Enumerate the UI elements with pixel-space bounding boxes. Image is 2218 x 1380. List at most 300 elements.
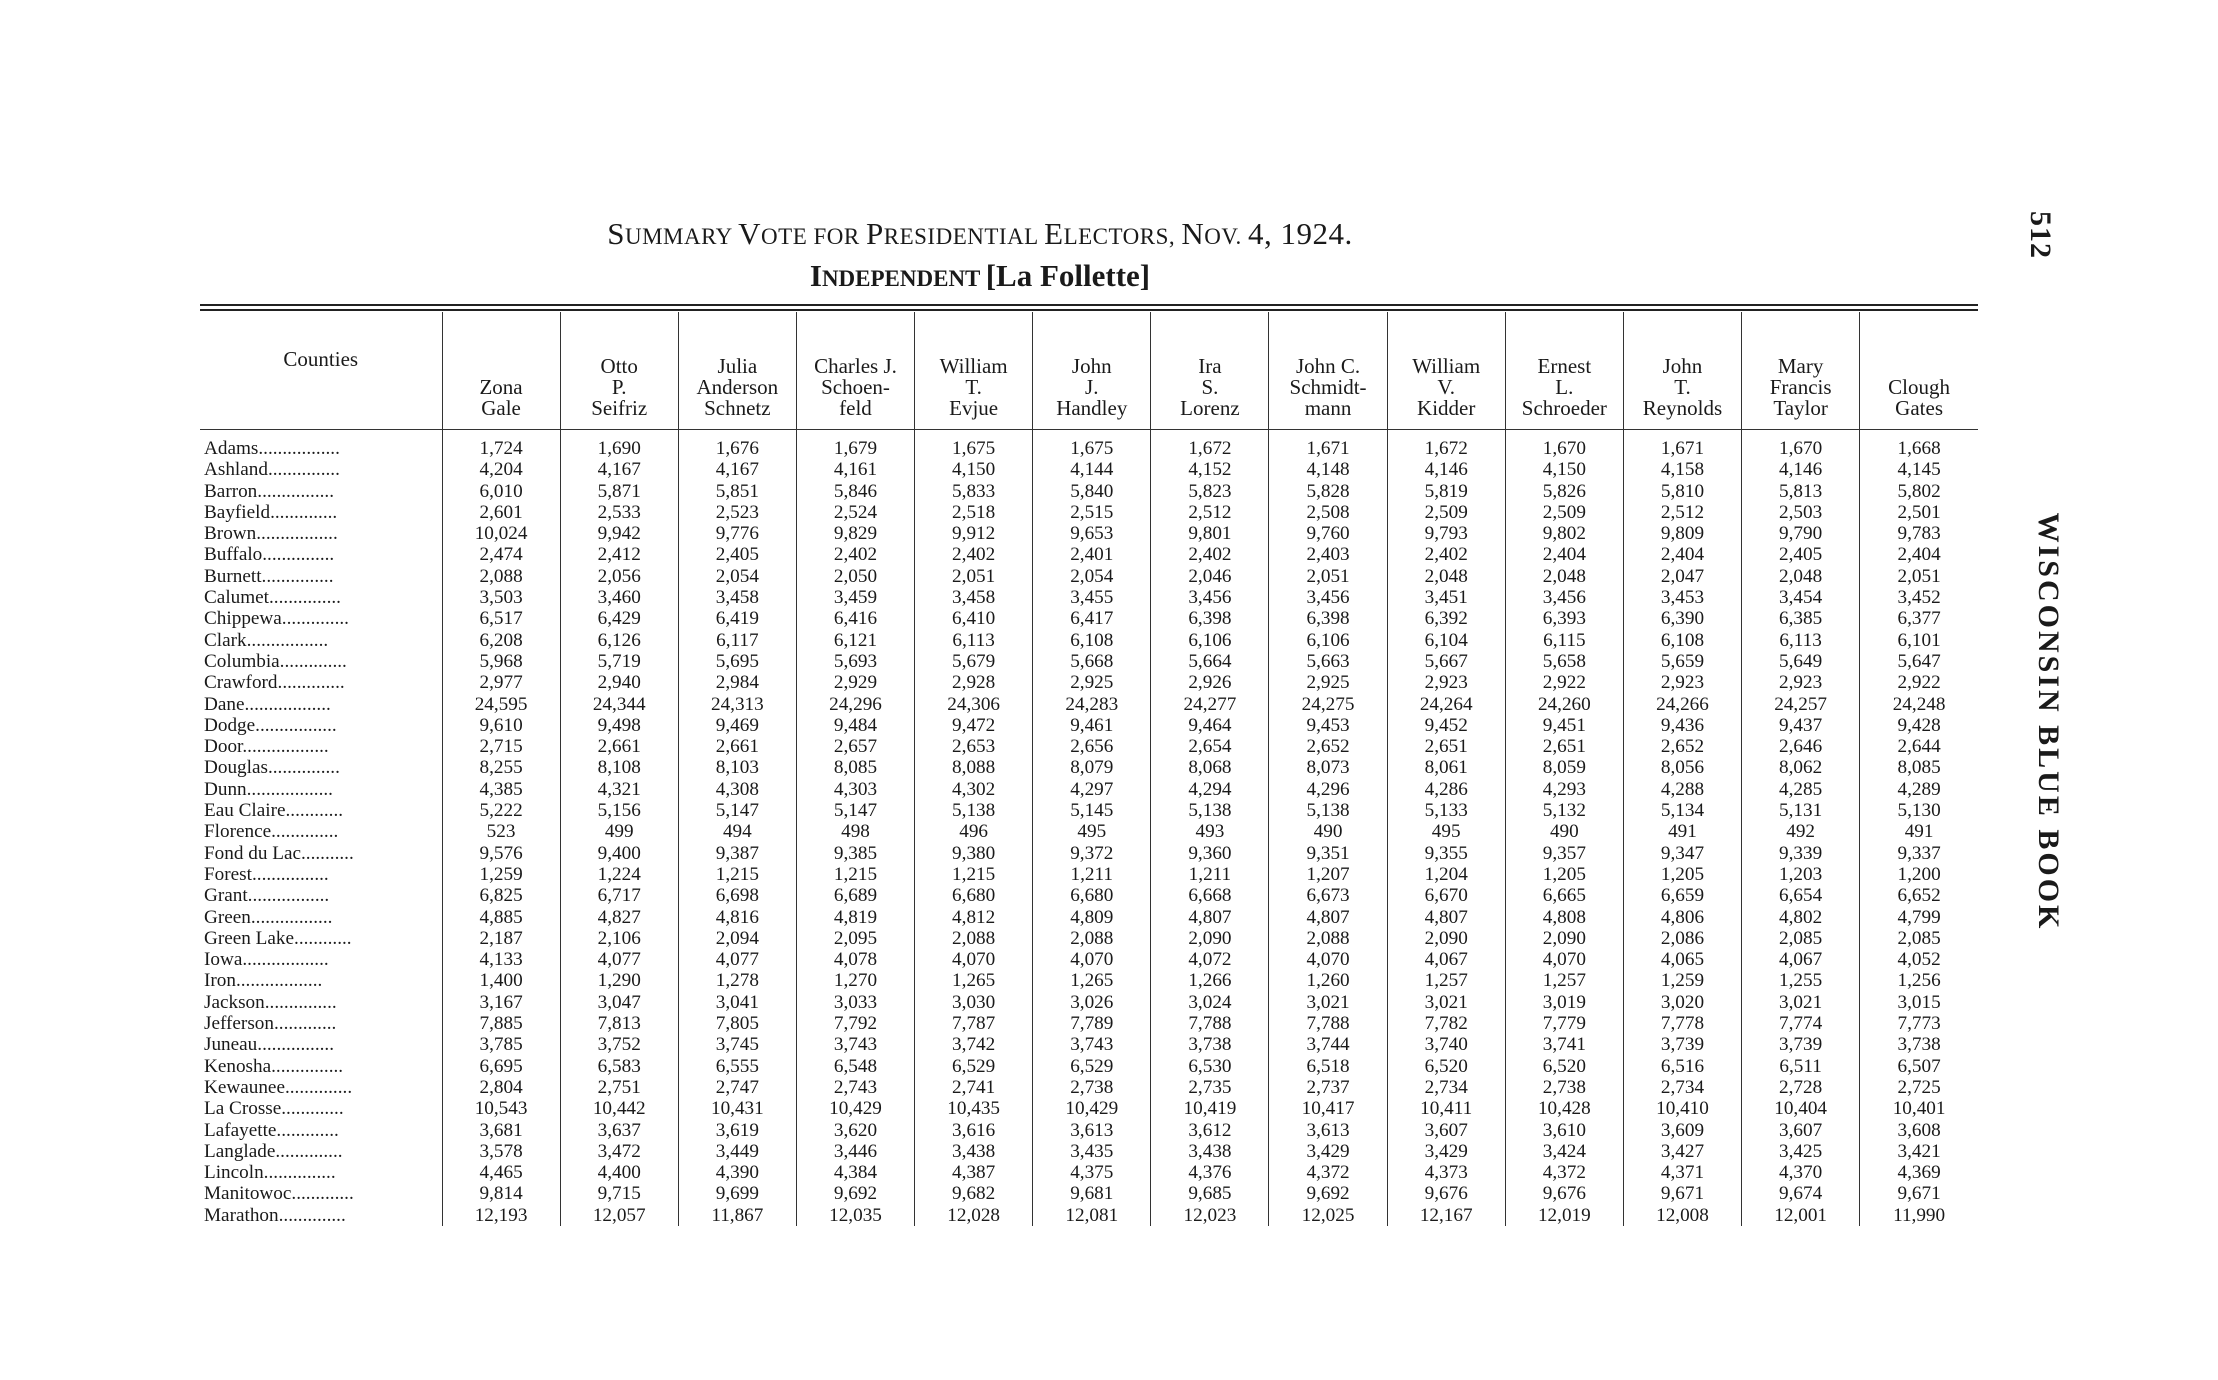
vote-cell: 2,106 [560, 928, 678, 949]
vote-cell: 498 [796, 821, 914, 842]
vote-cell: 2,653 [915, 736, 1033, 757]
vote-cell: 6,115 [1505, 630, 1623, 651]
candidate-name-line: feld [839, 396, 872, 420]
county-name: Barron................ [204, 480, 335, 502]
vote-cell: 6,652 [1860, 885, 1978, 906]
vote-cell: 1,256 [1860, 970, 1978, 991]
vote-cell: 2,054 [1033, 566, 1151, 587]
county-name: Juneau................ [204, 1034, 335, 1056]
vote-cell: 10,429 [796, 1098, 914, 1119]
vote-cell: 5,833 [915, 481, 1033, 502]
vote-cell: 6,377 [1860, 608, 1978, 629]
vote-cell: 3,785 [442, 1034, 560, 1055]
vote-cell: 499 [560, 821, 678, 842]
vote-cell: 9,453 [1269, 715, 1387, 736]
vote-cell: 1,724 [442, 430, 560, 460]
vote-cell: 1,676 [678, 430, 796, 460]
vote-cell: 9,783 [1860, 523, 1978, 544]
vote-cell: 9,436 [1623, 715, 1741, 736]
vote-cell: 1,205 [1623, 864, 1741, 885]
vote-cell: 2,187 [442, 928, 560, 949]
vote-cell: 2,402 [796, 544, 914, 565]
vote-cell: 2,747 [678, 1077, 796, 1098]
vote-cell: 9,685 [1151, 1183, 1269, 1204]
table-row [200, 992, 1978, 1013]
vote-cell: 5,851 [678, 481, 796, 502]
candidate-name-line: Schnetz [704, 396, 771, 420]
vote-cell: 2,651 [1387, 736, 1505, 757]
vote-cell: 1,400 [442, 970, 560, 991]
vote-cell: 6,410 [915, 608, 1033, 629]
table-row [200, 800, 1978, 821]
county-name: Burnett............... [204, 565, 334, 587]
vote-cell: 1,211 [1151, 864, 1269, 885]
vote-cell: 6,010 [442, 481, 560, 502]
county-name: Kewaunee.............. [204, 1076, 353, 1098]
vote-cell: 2,512 [1623, 502, 1741, 523]
vote-cell: 2,741 [915, 1077, 1033, 1098]
vote-cell: 9,681 [1033, 1183, 1151, 1204]
vote-cell: 523 [442, 821, 560, 842]
vote-cell: 2,088 [915, 928, 1033, 949]
vote-cell: 495 [1387, 821, 1505, 842]
vote-cell: 24,595 [442, 694, 560, 715]
candidate-name-line: John [1071, 354, 1112, 378]
county-name: Lafayette............. [204, 1119, 339, 1141]
vote-cell: 3,738 [1151, 1034, 1269, 1055]
vote-cell: 12,023 [1151, 1205, 1269, 1226]
vote-cell: 8,085 [1860, 757, 1978, 778]
vote-cell: 6,668 [1151, 885, 1269, 906]
vote-cell: 4,385 [442, 779, 560, 800]
vote-cell: 3,578 [442, 1141, 560, 1162]
vote-cell: 6,416 [796, 608, 914, 629]
candidate-name-line: Anderson [696, 375, 779, 399]
candidate-name-line: Evjue [949, 396, 999, 420]
vote-cell: 3,745 [678, 1034, 796, 1055]
table-row [200, 523, 1978, 544]
vote-cell: 2,088 [1269, 928, 1387, 949]
vote-cell: 9,337 [1860, 843, 1978, 864]
vote-cell: 2,925 [1033, 672, 1151, 693]
county-name: Adams................. [204, 438, 340, 459]
vote-cell: 10,410 [1623, 1098, 1741, 1119]
vote-cell: 3,458 [915, 587, 1033, 608]
vote-cell: 4,145 [1860, 459, 1978, 480]
vote-cell: 4,807 [1151, 907, 1269, 928]
table-row [200, 502, 1978, 523]
vote-cell: 1,259 [442, 864, 560, 885]
vote-cell: 2,734 [1623, 1077, 1741, 1098]
vote-cell: 3,015 [1860, 992, 1978, 1013]
table-row [200, 566, 1978, 587]
candidate-header [1033, 312, 1151, 430]
vote-cell: 3,681 [442, 1120, 560, 1141]
top-rule-inner [200, 309, 1978, 311]
vote-cell: 6,698 [678, 885, 796, 906]
vote-cell: 5,802 [1860, 481, 1978, 502]
vote-cell: 2,926 [1151, 672, 1269, 693]
vote-cell: 6,113 [915, 630, 1033, 651]
vote-cell: 6,555 [678, 1056, 796, 1077]
table-row [200, 736, 1978, 757]
vote-cell: 4,302 [915, 779, 1033, 800]
vote-cell: 3,453 [1623, 587, 1741, 608]
vote-cell: 12,167 [1387, 1205, 1505, 1226]
vote-cell: 4,390 [678, 1162, 796, 1183]
vote-cell: 2,474 [442, 544, 560, 565]
vote-cell: 7,885 [442, 1013, 560, 1034]
candidate-name-line: Zona [479, 375, 523, 399]
vote-cell: 9,437 [1742, 715, 1860, 736]
vote-cell: 24,260 [1505, 694, 1623, 715]
vote-cell: 24,248 [1860, 694, 1978, 715]
vote-cell: 24,296 [796, 694, 914, 715]
vote-cell: 24,306 [915, 694, 1033, 715]
vote-cell: 10,024 [442, 523, 560, 544]
vote-cell: 9,793 [1387, 523, 1505, 544]
table-row [200, 630, 1978, 651]
vote-cell: 9,451 [1505, 715, 1623, 736]
vote-cell: 2,601 [442, 502, 560, 523]
vote-cell: 6,680 [1033, 885, 1151, 906]
vote-cell: 3,744 [1269, 1034, 1387, 1055]
table-row [200, 459, 1978, 480]
vote-cell: 5,222 [442, 800, 560, 821]
vote-cell: 5,719 [560, 651, 678, 672]
county-name: Crawford.............. [204, 672, 345, 694]
candidate-header [1151, 312, 1269, 430]
vote-cell: 4,370 [1742, 1162, 1860, 1183]
table-row [200, 694, 1978, 715]
vote-cell: 3,425 [1742, 1141, 1860, 1162]
table-row [200, 608, 1978, 629]
vote-cell: 1,257 [1387, 970, 1505, 991]
vote-cell: 3,047 [560, 992, 678, 1013]
vote-cell: 4,065 [1623, 949, 1741, 970]
vote-cell: 24,277 [1151, 694, 1269, 715]
county-name: Jackson............... [204, 991, 337, 1013]
vote-cell: 3,021 [1742, 992, 1860, 1013]
vote-cell: 4,384 [796, 1162, 914, 1183]
vote-cell: 2,056 [560, 566, 678, 587]
vote-cell: 2,088 [1033, 928, 1151, 949]
vote-cell: 6,113 [1742, 630, 1860, 651]
vote-cell: 5,840 [1033, 481, 1151, 502]
vote-cell: 5,659 [1623, 651, 1741, 672]
vote-cell: 4,819 [796, 907, 914, 928]
vote-cell: 24,344 [560, 694, 678, 715]
candidate-name-line: L. [1555, 375, 1574, 399]
vote-cell: 1,270 [796, 970, 914, 991]
vote-cell: 6,673 [1269, 885, 1387, 906]
vote-cell: 5,667 [1387, 651, 1505, 672]
vote-cell: 3,427 [1623, 1141, 1741, 1162]
vote-cell: 6,208 [442, 630, 560, 651]
vote-cell: 2,725 [1860, 1077, 1978, 1098]
vote-cell: 7,792 [796, 1013, 914, 1034]
county-name: Marathon.............. [204, 1204, 346, 1226]
vote-cell: 4,387 [915, 1162, 1033, 1183]
vote-cell: 5,131 [1742, 800, 1860, 821]
candidate-name-line: Kidder [1417, 396, 1476, 420]
vote-cell: 2,509 [1387, 502, 1505, 523]
vote-cell: 1,265 [1033, 970, 1151, 991]
vote-cell: 2,050 [796, 566, 914, 587]
vote-cell: 3,607 [1742, 1120, 1860, 1141]
vote-cell: 6,689 [796, 885, 914, 906]
county-name: Eau Claire............ [204, 800, 344, 822]
candidate-name-line: Charles J. [814, 354, 897, 378]
vote-cell: 9,357 [1505, 843, 1623, 864]
vote-cell: 2,738 [1505, 1077, 1623, 1098]
vote-cell: 2,728 [1742, 1077, 1860, 1098]
candidate-name-line: William [1412, 354, 1481, 378]
vote-cell: 2,984 [678, 672, 796, 693]
vote-cell: 2,047 [1623, 566, 1741, 587]
vote-cell: 6,385 [1742, 608, 1860, 629]
vote-cell: 2,085 [1742, 928, 1860, 949]
vote-cell: 3,041 [678, 992, 796, 1013]
vote-cell: 7,805 [678, 1013, 796, 1034]
candidate-name-line: T. [1674, 375, 1691, 399]
candidate-name-line: Gates [1895, 396, 1943, 420]
vote-cell: 3,459 [796, 587, 914, 608]
vote-cell: 8,059 [1505, 757, 1623, 778]
vote-cell: 4,321 [560, 779, 678, 800]
vote-cell: 9,380 [915, 843, 1033, 864]
vote-cell: 5,133 [1387, 800, 1505, 821]
vote-cell: 7,788 [1269, 1013, 1387, 1034]
vote-cell: 1,255 [1742, 970, 1860, 991]
vote-cell: 2,054 [678, 566, 796, 587]
vote-cell: 6,398 [1151, 608, 1269, 629]
vote-cell: 6,121 [796, 630, 914, 651]
vote-cell: 2,405 [678, 544, 796, 565]
vote-cell: 9,829 [796, 523, 914, 544]
vote-cell: 2,928 [915, 672, 1033, 693]
vote-cell: 9,464 [1151, 715, 1269, 736]
vote-cell: 10,404 [1742, 1098, 1860, 1119]
candidate-name-line: Seifriz [591, 396, 648, 420]
vote-cell: 2,922 [1860, 672, 1978, 693]
vote-cell: 9,360 [1151, 843, 1269, 864]
vote-cell: 1,672 [1387, 430, 1505, 460]
vote-cell: 1,671 [1623, 430, 1741, 460]
table-row [200, 1013, 1978, 1034]
vote-cell: 2,402 [915, 544, 1033, 565]
candidate-header [1269, 312, 1387, 430]
vote-cell: 2,940 [560, 672, 678, 693]
vote-cell: 7,789 [1033, 1013, 1151, 1034]
vote-cell: 9,814 [442, 1183, 560, 1204]
vote-cell: 8,062 [1742, 757, 1860, 778]
county-name: Columbia.............. [204, 650, 347, 672]
vote-cell: 493 [1151, 821, 1269, 842]
county-header: Counties [200, 312, 442, 430]
vote-cell: 7,773 [1860, 1013, 1978, 1034]
table-row [200, 907, 1978, 928]
vote-cell: 3,438 [915, 1141, 1033, 1162]
vote-cell: 3,446 [796, 1141, 914, 1162]
county-name: Calumet............... [204, 587, 341, 609]
county-name: Dunn.................. [204, 778, 333, 800]
vote-cell: 6,393 [1505, 608, 1623, 629]
vote-cell: 4,286 [1387, 779, 1505, 800]
vote-cell: 9,385 [796, 843, 914, 864]
vote-cell: 5,658 [1505, 651, 1623, 672]
vote-cell: 2,088 [442, 566, 560, 587]
vote-cell: 12,081 [1033, 1205, 1151, 1226]
candidate-name-line: Lorenz [1180, 396, 1240, 420]
vote-cell: 3,739 [1742, 1034, 1860, 1055]
vote-cell: 2,651 [1505, 736, 1623, 757]
vote-cell: 12,035 [796, 1205, 914, 1226]
vote-cell: 4,297 [1033, 779, 1151, 800]
county-name: Dane.................. [204, 693, 331, 715]
vote-cell: 2,923 [1742, 672, 1860, 693]
vote-cell: 3,429 [1269, 1141, 1387, 1162]
candidate-name-line: Gale [481, 396, 521, 420]
vote-cell: 9,400 [560, 843, 678, 864]
vote-cell: 2,503 [1742, 502, 1860, 523]
vote-cell: 3,454 [1742, 587, 1860, 608]
vote-cell: 491 [1860, 821, 1978, 842]
vote-cell: 10,429 [1033, 1098, 1151, 1119]
table-row [200, 843, 1978, 864]
vote-cell: 9,576 [442, 843, 560, 864]
vote-cell: 1,203 [1742, 864, 1860, 885]
vote-cell: 6,390 [1623, 608, 1741, 629]
header-row [200, 312, 1978, 430]
vote-cell: 3,456 [1151, 587, 1269, 608]
vote-cell: 4,146 [1742, 459, 1860, 480]
vote-cell: 2,404 [1860, 544, 1978, 565]
vote-cell: 4,303 [796, 779, 914, 800]
vote-cell: 2,090 [1505, 928, 1623, 949]
vote-cell: 6,529 [1033, 1056, 1151, 1077]
vote-cell: 2,661 [678, 736, 796, 757]
vote-cell: 7,778 [1623, 1013, 1741, 1034]
vote-cell: 8,108 [560, 757, 678, 778]
vote-cell: 8,073 [1269, 757, 1387, 778]
candidate-name-line: S. [1201, 375, 1219, 399]
vote-cell: 5,138 [1269, 800, 1387, 821]
vote-cell: 3,167 [442, 992, 560, 1013]
vote-cell: 9,484 [796, 715, 914, 736]
vote-cell: 9,472 [915, 715, 1033, 736]
vote-cell: 24,264 [1387, 694, 1505, 715]
page-title: SUMMARY VOTE FOR PRESIDENTIAL ELECTORS, NOV. 4, 1924. [607, 216, 1353, 251]
vote-cell: 4,809 [1033, 907, 1151, 928]
vote-cell: 1,266 [1151, 970, 1269, 991]
vote-cell: 2,404 [1505, 544, 1623, 565]
vote-cell: 2,652 [1623, 736, 1741, 757]
table-row [200, 544, 1978, 565]
vote-cell: 2,086 [1623, 928, 1741, 949]
vote-cell: 10,417 [1269, 1098, 1387, 1119]
vote-cell: 4,375 [1033, 1162, 1151, 1183]
vote-cell: 3,612 [1151, 1120, 1269, 1141]
candidate-name-line: William [939, 354, 1008, 378]
vote-cell: 5,819 [1387, 481, 1505, 502]
vote-cell: 6,106 [1269, 630, 1387, 651]
vote-cell: 1,690 [560, 430, 678, 460]
vote-cell: 2,654 [1151, 736, 1269, 757]
vote-cell: 6,108 [1033, 630, 1151, 651]
vote-cell: 3,030 [915, 992, 1033, 1013]
vote-cell: 7,774 [1742, 1013, 1860, 1034]
vote-cell: 4,133 [442, 949, 560, 970]
vote-cell: 490 [1269, 821, 1387, 842]
vote-cell: 3,743 [796, 1034, 914, 1055]
vote-cell: 1,668 [1860, 430, 1978, 460]
vote-cell: 9,802 [1505, 523, 1623, 544]
vote-cell: 6,108 [1623, 630, 1741, 651]
vote-cell: 490 [1505, 821, 1623, 842]
candidate-header [1505, 312, 1623, 430]
vote-cell: 2,656 [1033, 736, 1151, 757]
candidate-header [560, 312, 678, 430]
vote-cell: 2,644 [1860, 736, 1978, 757]
vote-cell: 2,501 [1860, 502, 1978, 523]
vote-cell: 1,200 [1860, 864, 1978, 885]
vote-cell: 5,664 [1151, 651, 1269, 672]
vote-cell: 4,067 [1387, 949, 1505, 970]
page-number: 512 [2024, 211, 2057, 259]
vote-cell: 1,215 [915, 864, 1033, 885]
vote-cell: 5,810 [1623, 481, 1741, 502]
vote-cell: 4,816 [678, 907, 796, 928]
vote-cell: 4,802 [1742, 907, 1860, 928]
vote-cell: 1,215 [678, 864, 796, 885]
vote-cell: 492 [1742, 821, 1860, 842]
vote-cell: 9,355 [1387, 843, 1505, 864]
vote-cell: 1,211 [1033, 864, 1151, 885]
vote-cell: 3,033 [796, 992, 914, 1013]
vote-cell: 2,095 [796, 928, 914, 949]
vote-cell: 2,090 [1387, 928, 1505, 949]
table-row [200, 651, 1978, 672]
candidate-name-line: John C. [1295, 354, 1361, 378]
vote-cell: 2,652 [1269, 736, 1387, 757]
vote-cell: 8,088 [915, 757, 1033, 778]
vote-cell: 1,207 [1269, 864, 1387, 885]
vote-cell: 2,734 [1387, 1077, 1505, 1098]
vote-cell: 6,417 [1033, 608, 1151, 629]
vote-cell: 2,743 [796, 1077, 914, 1098]
county-name: Iron.................. [204, 970, 323, 992]
vote-cell: 6,126 [560, 630, 678, 651]
vote-cell: 8,085 [796, 757, 914, 778]
candidate-name-line: P. [611, 375, 627, 399]
vote-cell: 4,806 [1623, 907, 1741, 928]
vote-cell: 1,290 [560, 970, 678, 991]
candidate-header [796, 312, 914, 430]
table-row [200, 715, 1978, 736]
vote-cell: 6,520 [1387, 1056, 1505, 1077]
vote-cell: 2,922 [1505, 672, 1623, 693]
vote-cell: 12,057 [560, 1205, 678, 1226]
table-row [200, 672, 1978, 693]
vote-cell: 7,813 [560, 1013, 678, 1034]
candidate-name-line: Taylor [1773, 396, 1828, 420]
vote-cell: 5,823 [1151, 481, 1269, 502]
vote-cell: 2,048 [1505, 566, 1623, 587]
vote-cell: 1,259 [1623, 970, 1741, 991]
vote-cell: 9,676 [1387, 1183, 1505, 1204]
vote-cell: 7,787 [915, 1013, 1033, 1034]
